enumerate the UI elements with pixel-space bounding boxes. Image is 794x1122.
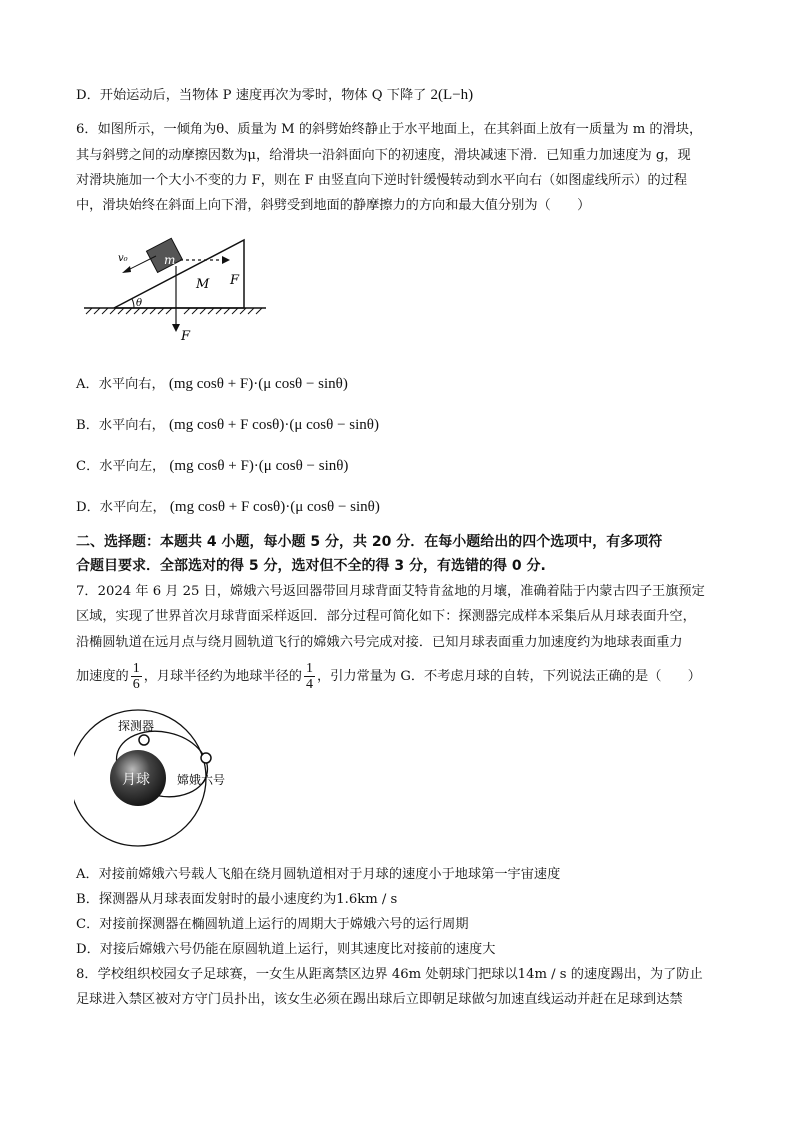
q6-option-a-label: A．水平向右， [76, 377, 165, 392]
q7-stem-line-4 [76, 660, 701, 694]
q7-stem-line-1: 7．2024 年 6 月 25 日，嫦娥六号返回器带回月球背面艾特肯盆地的月壤，准确着陆于内蒙古四子王旗预定 [76, 584, 705, 599]
v0-arrow-line [126, 256, 156, 271]
q6-option-b [76, 416, 379, 435]
fraction-2-numerator: 1 [306, 661, 313, 676]
section2-heading-line-2: 合题目要求．全部选对的得 5 分，选对但不全的得 3 分，有选错的得 0 分. [76, 558, 546, 574]
q7-option-d: D．对接后嫦娥六号仍能在原圆轨道上运行，则其速度比对接前的速度大 [76, 942, 496, 957]
q6-option-a [76, 375, 348, 394]
section2-heading-line-1: 二、选择题：本题共 4 小题，每小题 5 分，共 20 分．在每小题给出的四个选项中，有多项符 [76, 534, 663, 550]
q6-option-d-label: D．水平向左， [76, 500, 166, 515]
q7-stem-line-4-b: ，月球半径约为地球半径的 [143, 669, 302, 684]
probe-label: 探测器 [118, 719, 155, 733]
q5-option-d-text: D．开始运动后，当物体 P 速度再次为零时，物体 Q 下降了 [76, 88, 427, 103]
q8-stem-line-1: 8．学校组织校园女子足球赛，一女生从距离禁区边界 46m 处朝球门把球以14m / s 的速度踢出，为了防止 [76, 967, 703, 982]
change6-label: 嫦娥六号 [177, 773, 226, 787]
probe-marker [139, 735, 149, 745]
wedge-mass-label: M [196, 277, 210, 292]
q6-option-d-expr: (mg cosθ + F cosθ)·(μ cosθ − sinθ) [169, 499, 380, 515]
wedge-outline [114, 240, 244, 308]
block-mass-label: m [164, 253, 176, 267]
q7-stem-line-2: 区域，实现了世界首次月球背面采样返回．部分过程可简化如下：探测器完成样本采集后从月球表面升空， [76, 609, 696, 624]
q6-option-c-label: C．水平向左， [76, 459, 166, 474]
q5-option-d [76, 86, 473, 105]
q6-option-d [76, 498, 380, 517]
fraction-2-denominator: 4 [306, 677, 313, 692]
fraction-1-denominator: 6 [132, 677, 140, 692]
q6-option-a-expr: (mg cosθ + F)·(μ cosθ − sinθ) [168, 376, 348, 392]
v0-label: v₀ [118, 253, 128, 264]
fraction-one-sixth [131, 661, 142, 692]
force-vertical-arrowhead [172, 324, 180, 332]
q7-stem-line-3: 沿椭圆轨道在远月点与绕月圆轨道飞行的嫦娥六号完成对接．已知月球表面重力加速度约为地球表面重力 [76, 635, 683, 650]
q7-orbit-figure [74, 704, 284, 854]
q6-stem-line-1: 6．如图所示，一倾角为θ、质量为 M 的斜劈始终静止于水平地面上，在其斜面上放有一质量为 m 的滑块， [76, 122, 703, 137]
q7-stem-line-4-a: 加速度的 [76, 669, 129, 684]
q7-option-c: C．对接前探测器在椭圆轨道上运行的周期大于嫦娥六号的运行周期 [76, 917, 469, 932]
q8-stem-line-2: 足球进入禁区被对方守门员扑出，该女生必须在踢出球后立即朝足球做匀加速直线运动并赶在足球到达禁 [76, 992, 683, 1007]
q6-stem-line-2: 其与斜劈之间的动摩擦因数为μ，给滑块一沿斜面向下的初速度，滑块减速下滑．已知重力加速度为 g，现 [76, 148, 691, 163]
q7-option-b: B．探测器从月球表面发射时的最小速度约为1.6km / s [76, 892, 398, 907]
q7-stem-line-4-c: ，引力常量为 G．不考虑月球的自转，下列说法正确的是（ ） [317, 669, 701, 684]
v0-arrowhead [122, 266, 131, 273]
q7-option-a: A．对接前嫦娥六号载人飞船在绕月圆轨道相对于月球的速度小于地球第一宇宙速度 [76, 867, 561, 882]
q6-option-c-expr: (mg cosθ + F)·(μ cosθ − sinθ) [169, 458, 349, 474]
theta-arc [132, 299, 134, 308]
force-horizontal-arrowhead [222, 256, 230, 264]
moon-label: 月球 [122, 772, 150, 788]
q6-option-b-label: B．水平向右， [76, 418, 165, 433]
force-right-label: F [230, 273, 240, 288]
force-down-label: F [181, 329, 191, 344]
q6-option-b-expr: (mg cosθ + F cosθ)·(μ cosθ − sinθ) [169, 417, 379, 433]
change6-marker [201, 753, 211, 763]
q6-incline-figure [84, 226, 284, 346]
fraction-1-numerator: 1 [132, 661, 140, 676]
q6-stem-line-4: 中，滑块始终在斜面上向下滑，斜劈受到地面的静摩擦力的方向和最大值分别为（ ） [76, 198, 591, 213]
q6-option-c [76, 457, 348, 476]
q6-stem-line-3: 对滑块施加一个大小不变的力 F，则在 F 由竖直向下逆时针缓慢转动到水平向右（如图虚线所示）的过程 [76, 173, 688, 188]
q5-option-d-math: 2(L−h) [430, 87, 474, 103]
fraction-one-quarter [304, 661, 315, 692]
ground-hatching [86, 308, 262, 314]
theta-label: θ [136, 298, 143, 309]
